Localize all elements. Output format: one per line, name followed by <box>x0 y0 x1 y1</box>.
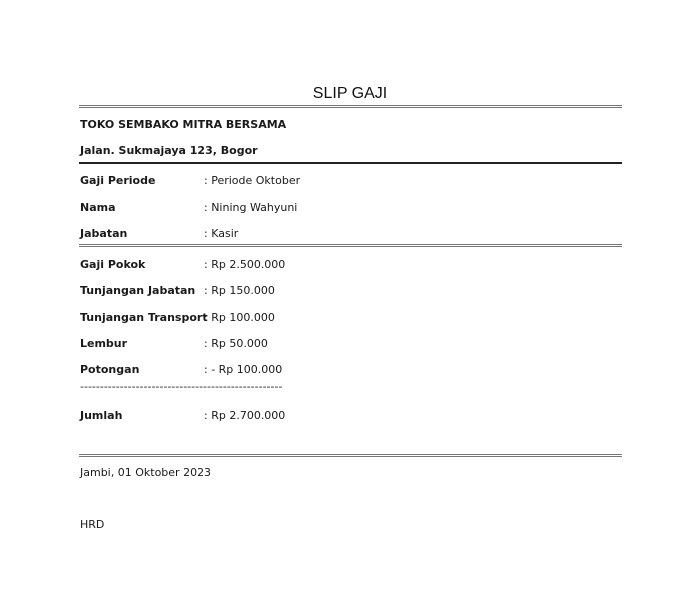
company-address: Jalan. Sukmajaya 123, Bogor <box>80 144 258 157</box>
employee-divider <box>79 244 622 247</box>
position-allowance-label: Tunjangan Jabatan <box>80 284 196 297</box>
company-name: TOKO SEMBAKO MITRA BERSAMA <box>80 118 287 131</box>
total-label: Jumlah <box>80 409 123 422</box>
position-value: : Kasir <box>204 227 239 240</box>
position-allowance-value: : Rp 150.000 <box>204 284 275 297</box>
name-label: Nama <box>80 201 116 214</box>
position-label: Jabatan <box>80 227 128 240</box>
footer-divider <box>79 454 622 457</box>
deduction-value: : - Rp 100.000 <box>204 363 283 376</box>
period-value: : Periode Oktober <box>204 174 301 187</box>
transport-allowance-label: Tunjangan Transport <box>80 311 208 324</box>
name-value: : Nining Wahyuni <box>204 201 298 214</box>
header-divider <box>79 162 622 164</box>
base-salary-value: : Rp 2.500.000 <box>204 258 286 271</box>
page-title: SLIP GAJI <box>312 85 388 102</box>
signatory: HRD <box>80 518 105 531</box>
total-value: : Rp 2.700.000 <box>204 409 286 422</box>
dashed-separator: --------------------------------------------------- <box>80 380 283 393</box>
overtime-value: : Rp 50.000 <box>204 337 268 350</box>
deduction-label: Potongan <box>80 363 140 376</box>
transport-allowance-value: : Rp 100.000 <box>204 311 275 324</box>
base-salary-label: Gaji Pokok <box>80 258 146 271</box>
place-date: Jambi, 01 Oktober 2023 <box>80 466 212 479</box>
period-label: Gaji Periode <box>80 174 156 187</box>
title-divider <box>79 105 622 108</box>
overtime-label: Lembur <box>80 337 128 350</box>
